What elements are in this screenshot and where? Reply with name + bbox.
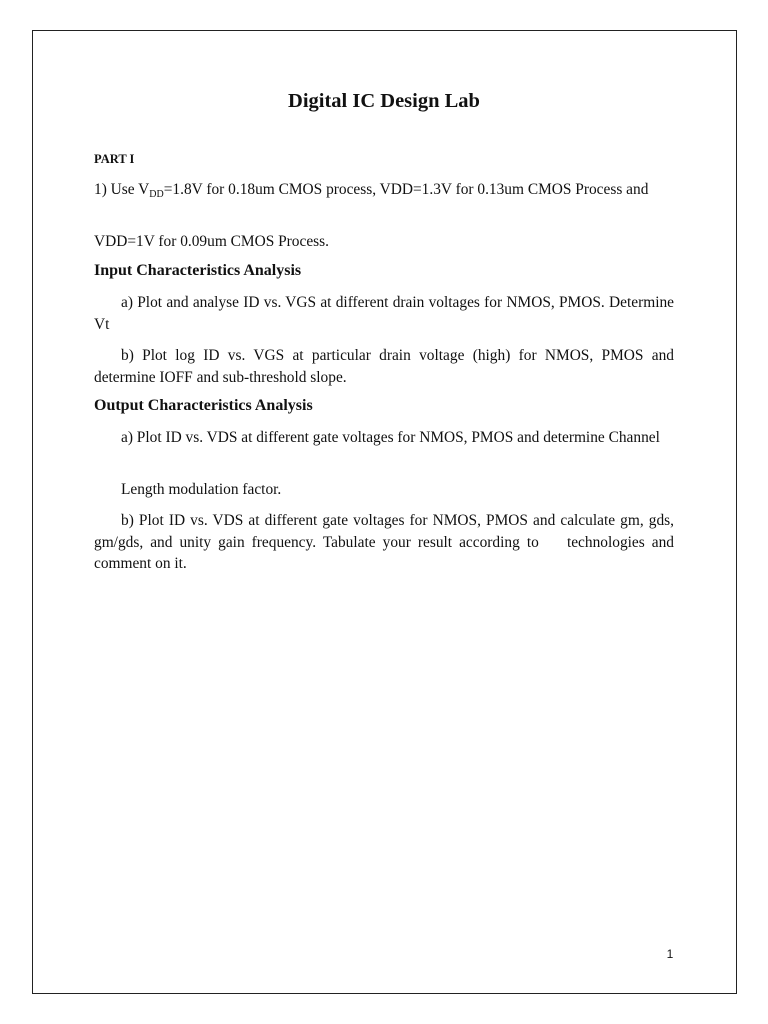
output-item-a-continued: Length modulation factor. xyxy=(121,481,282,498)
input-characteristics-heading: Input Characteristics Analysis xyxy=(94,262,302,279)
output-item-a: a) Plot ID vs. VDS at different gate voltages for NMOS, PMOS and determine Channel xyxy=(121,429,660,446)
page-title: Digital IC Design Lab xyxy=(288,90,480,112)
vdd-subscript: DD xyxy=(149,189,164,200)
part-label: PART I xyxy=(94,152,135,166)
page-number: 1 xyxy=(666,947,674,961)
output-item-b: b) Plot ID vs. VDS at different gate voltages for NMOS, PMOS and calculate gm, gds, gm/gds, and unity gain frequency. Tabulate your result according to technologies and comment on it. xyxy=(94,512,678,572)
output-characteristics-heading: Output Characteristics Analysis xyxy=(94,397,313,414)
item-1-line-2: VDD=1V for 0.09um CMOS Process. xyxy=(94,233,329,250)
input-item-b: b) Plot log ID vs. VGS at particular drain voltage (high) for NMOS, PMOS and determine IOFF and sub-threshold slope. xyxy=(94,347,674,386)
input-item-a: a) Plot and analyse ID vs. VGS at different drain voltages for NMOS, PMOS. Determine Vt xyxy=(94,294,674,333)
item-1-paragraph xyxy=(94,179,674,201)
item-1-prefix: 1) Use V xyxy=(94,181,150,198)
item-1-rest: =1.8V for 0.18um CMOS process, VDD=1.3V for 0.13um CMOS Process and xyxy=(163,181,649,198)
